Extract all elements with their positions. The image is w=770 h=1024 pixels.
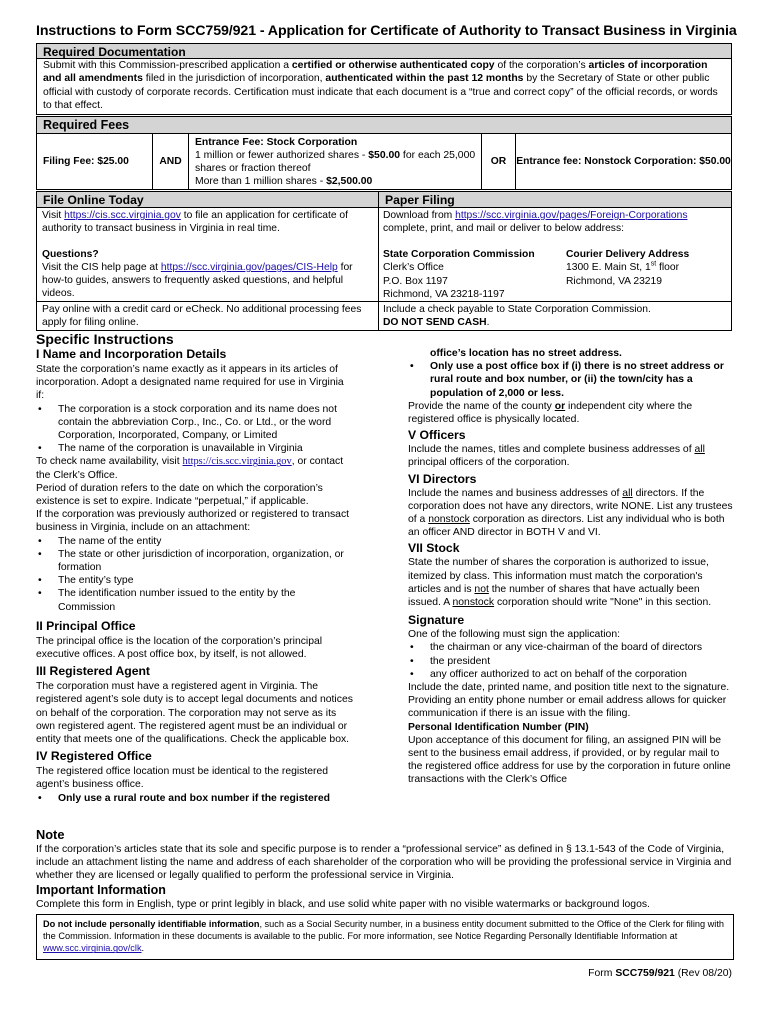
section-1-p2: To check name availability, visit https://cis.scc.virginia.gov, or contact the Clerk’s Office. — [36, 456, 344, 481]
courier-address: Courier Delivery Address 1300 E. Main St, 1st floor Richmond, VA 23219 — [566, 249, 690, 287]
pin-p: Upon acceptance of this document for filing, an assigned PIN will be sent to the business email address, if provided, or by regular mail to the registered office address for use by the corporation in future online transactions with the Clerk’s Office — [408, 734, 731, 786]
list-item: • the president — [408, 655, 734, 668]
file-online-box — [36, 207, 379, 331]
section-2-heading: II Principal Office — [36, 618, 136, 633]
fees-and: AND — [153, 134, 189, 189]
list-item: • The corporation is a stock corporation and its name does not contain the abbreviation Corp., Inc., Co. or Ltd., or the word Corporation, Incorporated, Company, or Limited — [36, 403, 354, 443]
fees-table — [36, 133, 732, 190]
note-heading: Note — [36, 827, 65, 842]
section-1-heading: I Name and Incorporation Details — [36, 347, 227, 361]
clk-link[interactable]: www.scc.virginia.gov/clk — [43, 943, 142, 954]
note-section — [36, 827, 734, 911]
note-p: If the corporation’s articles state that its sole and specific purpose is to render a “professional service” as defined in § 13.1-543 of the Code of Virginia, include an attachment listing the name and address of each shareholder of the corporation who will be providing the professional service in Virginia and whether they are licensed or legally qualified to perform the professional service in Virginia. — [36, 844, 732, 881]
list-item: • Only use a rural route and box number if the registered — [36, 792, 354, 805]
section-1-p1: State the corporation’s name exactly as it appears in its articles of incorporation. Adopt a designated name required for use in Virginia if: — [36, 364, 344, 402]
name-availability-link[interactable]: https://cis.scc.virginia.gov — [182, 456, 292, 468]
right-column — [408, 347, 734, 787]
scc-address: State Corporation Commission Clerk’s Office P.O. Box 1197 Richmond, VA 23218-1197 — [383, 249, 535, 301]
file-online-heading: File Online Today — [36, 191, 379, 208]
check-text: Include a check payable to State Corporation Commission. DO NOT SEND CASH. — [378, 301, 731, 330]
signature-heading: Signature — [408, 613, 465, 628]
paper-filing-text: Download from https://scc.virginia.gov/pages/Foreign-Corporations complete, print, and mail or deliver to below address: — [383, 210, 688, 234]
pii-notice-box: Do not include personally identifiable information, such as a Social Security number, in a business entity document submitted to the Office of the Clerk for filing with the Commission. Information in these documents is available to the public. For more information, see Notice Regarding Personally Identifiable Information at www.scc.virginia.gov/clk. — [36, 914, 734, 960]
cis-help-link[interactable]: https://scc.virginia.gov/pages/CIS-Help — [160, 262, 338, 273]
entrance-fee-stock: Entrance Fee: Stock Corporation 1 million or fewer authorized shares - $50.00 for each 25,000 shares or fraction thereof More than 1 million shares - $2,500.00 — [189, 134, 482, 189]
section-1-p3: Period of duration refers to the date on which the corporation’s existence is set to expire. Indicate “perpetual,” if applicable. — [36, 482, 323, 508]
list-item: • any officer authorized to act on behalf of the corporation — [408, 668, 734, 681]
section-7-p: State the number of shares the corporation is authorized to issue, itemized by class. This information must match the corporation's articles and is not the number of shares that have actually been issued. A nonstock corporation should write "None" in this section. — [408, 557, 712, 609]
page-title: Instructions to Form SCC759/921 - Application for Certificate of Authority to Transact Business in Virginia — [36, 23, 737, 39]
section-1-list — [36, 535, 354, 614]
section-4-bullet-a-cont: office’s location has no street address. — [430, 348, 622, 359]
list-item: • The entity’s type — [36, 574, 354, 587]
cis-link[interactable]: https://cis.scc.virginia.gov — [64, 210, 181, 221]
required-documentation-body: Submit with this Commission-prescribed application a certified or otherwise authenticated copy of the corporation’s articles of incorporation and all amendments filed in the jurisdiction of incorporation, authenticated within the past 12 months by the Secretary of State or other public official with custody of corporate records. Certification must indicate that each document is a “true and correct copy” of the official records, or words to that effect. — [36, 58, 732, 115]
section-3-heading: III Registered Agent — [36, 664, 150, 679]
list-item: • the chairman or any vice-chairman of the board of directors — [408, 641, 734, 654]
section-6-heading: VI Directors — [408, 471, 477, 486]
pay-online-text: Pay online with a credit card or eCheck. No additional processing fees apply for filing online. — [37, 301, 378, 330]
filing-fee: Filing Fee: $25.00 — [37, 134, 153, 189]
section-4-p2: Provide the name of the county or independent city where the registered office is physically located. — [408, 400, 693, 426]
pin-heading: Personal Identification Number (PIN) — [408, 721, 589, 733]
questions-text: Questions? Visit the CIS help page at https://scc.virginia.gov/pages/CIS-Help for how-to guides, answers to frequently asked questions, and helpful videos. — [42, 249, 353, 299]
paper-filing-heading: Paper Filing — [378, 191, 732, 208]
left-column — [36, 347, 354, 805]
section-4-bullet-b — [408, 360, 734, 400]
section-3-p: The corporation must have a registered agent in Virginia. The registered agent’s sole duty is to accept legal documents and notices on behalf of the corporation. The corporation may not serve as its own registered agent. The registered agent must be an individual or entity that meets one of the qualifications. Check the applicable box. — [36, 681, 353, 746]
specific-instructions-heading: Specific Instructions — [36, 331, 174, 347]
section-7-heading: VII Stock — [408, 541, 460, 556]
paper-filing-box — [378, 207, 732, 331]
foreign-corporations-link[interactable]: https://scc.virginia.gov/pages/Foreign-Corporations — [455, 210, 688, 221]
section-1-bullets — [36, 403, 354, 456]
section-4-heading: IV Registered Office — [36, 749, 152, 764]
list-item: • The name of the corporation is unavailable in Virginia — [36, 442, 354, 455]
signature-list — [408, 641, 734, 681]
required-documentation-heading — [36, 43, 732, 59]
important-heading: Important Information — [36, 883, 166, 897]
required-fees-heading: Required Fees — [36, 116, 732, 134]
list-item: • Only use a post office box if (i) there is no street address or rural route and box number, or (ii) the town/city has a population of 2,000 or less. — [408, 360, 734, 400]
section-5-p: Include the names, titles and complete business addresses of all principal officers of the corporation. — [408, 444, 705, 469]
fees-or: OR — [482, 134, 516, 189]
form-number-footer: Form SCC759/921 (Rev 08/20) — [588, 968, 732, 979]
required-documentation-heading-text: Required Documentation — [43, 45, 186, 59]
important-p: Complete this form in English, type or print legibly in black, and use solid white paper with no visible watermarks or background logos. — [36, 899, 650, 910]
entrance-fee-nonstock: Entrance fee: Nonstock Corporation: $50.00 — [516, 156, 731, 167]
signature-p2: Include the date, printed name, and position title next to the signature. Providing an entity phone number or email address allows for quicker communication if there is an issue with the filing. — [408, 682, 730, 720]
list-item: • The state or other jurisdiction of incorporation, organization, or formation — [36, 548, 354, 574]
section-1-p4: If the corporation was previously authorized or registered to transact business in Virginia, include on an attachment: — [36, 509, 350, 534]
section-6-p: Include the names and business addresses of all directors. If the corporation does not have any directors, write NONE. List any trustees of a nonstock corporation as directors. List any individual who is both an officer AND director in BOTH V and VI. — [408, 487, 733, 539]
list-item: • The name of the entity — [36, 535, 354, 548]
section-2-p: The principal office is the location of the corporation’s principal executive offices. A post office box, by itself, is not allowed. — [36, 635, 323, 661]
list-item: • The identification number issued to the entity by the Commission — [36, 587, 354, 613]
section-4-p: The registered office location must be identical to the registered agent’s business office. — [36, 766, 329, 791]
section-5-heading: V Officers — [408, 428, 466, 443]
file-online-text: Visit https://cis.scc.virginia.gov to file an application for certificate of authority to transact business in Virginia in real time. — [42, 210, 349, 234]
signature-p: One of the following must sign the application: — [408, 629, 620, 641]
section-4-bullet-a — [36, 792, 354, 805]
